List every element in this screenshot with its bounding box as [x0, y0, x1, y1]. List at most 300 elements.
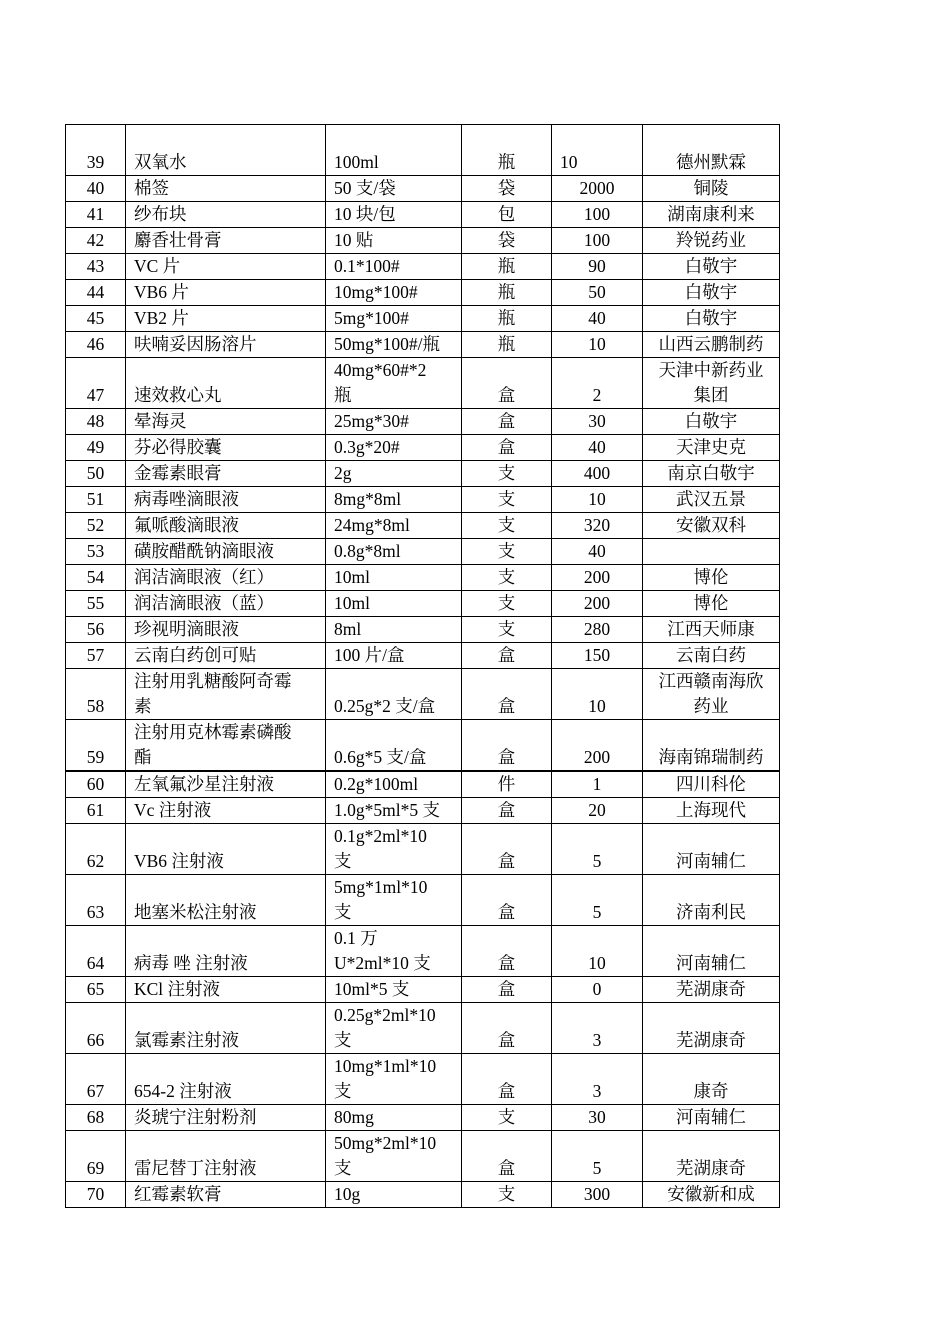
drug-spec [326, 254, 462, 280]
drug-name-line: 珍视明滴眼液 [134, 619, 239, 639]
drug-spec [326, 617, 462, 643]
row-number: 69 [66, 1131, 126, 1182]
drug-quantity: 0 [552, 977, 643, 1003]
drug-quantity: 10 [552, 926, 643, 977]
drug-manufacturer [643, 643, 780, 669]
drug-quantity: 10 [552, 669, 643, 720]
drug-unit: 盒 [462, 977, 552, 1003]
drug-manufacturer [643, 720, 780, 772]
drug-unit: 瓶 [462, 254, 552, 280]
drug-name-line: 注射用乳糖酸阿奇霉 [134, 671, 292, 691]
drug-manufacturer [643, 539, 780, 565]
drug-manufacturer [643, 435, 780, 461]
row-number: 70 [66, 1182, 126, 1208]
drug-name-line: VC 片 [134, 256, 181, 276]
table-row [66, 1003, 780, 1054]
drug-quantity: 2000 [552, 176, 643, 202]
drug-spec-line: 0.3g*20# [334, 437, 400, 457]
drug-spec-line: 10ml [334, 593, 370, 613]
drug-spec-line: 25mg*30# [334, 411, 409, 431]
drug-spec-line: 2g [334, 463, 352, 483]
drug-manufacturer [643, 824, 780, 875]
drug-spec [326, 720, 462, 772]
drug-spec [326, 565, 462, 591]
table-row [66, 513, 780, 539]
drug-manufacturer-line: 山西云鹏制药 [658, 334, 764, 354]
drug-manufacturer-line: 南京白敬宇 [667, 463, 755, 483]
drug-manufacturer-line: 天津史克 [676, 437, 746, 457]
drug-unit: 盒 [462, 824, 552, 875]
drug-unit: 支 [462, 591, 552, 617]
table-row [66, 771, 780, 798]
drug-name [126, 176, 326, 202]
table-row [66, 461, 780, 487]
drug-spec [326, 824, 462, 875]
drug-quantity: 200 [552, 591, 643, 617]
row-number: 57 [66, 643, 126, 669]
drug-spec [326, 358, 462, 409]
drug-unit: 瓶 [462, 332, 552, 358]
drug-name [126, 254, 326, 280]
drug-manufacturer [643, 332, 780, 358]
drug-unit: 件 [462, 771, 552, 798]
drug-spec [326, 228, 462, 254]
drug-quantity: 100 [552, 228, 643, 254]
drug-spec-line: 5mg*100# [334, 308, 409, 328]
drug-spec-line: 0.1 万 [334, 928, 378, 948]
row-number: 50 [66, 461, 126, 487]
drug-spec-line: 100ml [334, 152, 379, 172]
drug-manufacturer-line: 德州默霖 [676, 152, 746, 172]
row-number: 39 [66, 125, 126, 176]
drug-spec [326, 1003, 462, 1054]
row-number: 55 [66, 591, 126, 617]
drug-unit: 支 [462, 1105, 552, 1131]
drug-spec [326, 176, 462, 202]
drug-manufacturer-line: 海南锦瑞制药 [658, 747, 764, 767]
drug-manufacturer [643, 228, 780, 254]
drug-unit: 盒 [462, 358, 552, 409]
drug-name [126, 824, 326, 875]
drug-quantity: 40 [552, 539, 643, 565]
drug-quantity: 150 [552, 643, 643, 669]
drug-name-line: 芬必得胶囊 [134, 437, 222, 457]
drug-name-line: 氯霉素注射液 [134, 1030, 239, 1050]
drug-spec-line: 0.1g*2ml*10 [334, 826, 427, 846]
drug-unit: 支 [462, 461, 552, 487]
drug-unit: 盒 [462, 720, 552, 772]
drug-name-line: 病毒唑滴眼液 [134, 489, 239, 509]
drug-spec [326, 409, 462, 435]
drug-manufacturer [643, 358, 780, 409]
drug-spec-line: 10ml*5 支 [334, 979, 410, 999]
row-number: 62 [66, 824, 126, 875]
drug-name-line: 云南白药创可贴 [134, 645, 257, 665]
drug-manufacturer [643, 487, 780, 513]
drug-manufacturer-line: 江西天师康 [667, 619, 755, 639]
drug-manufacturer [643, 565, 780, 591]
drug-spec [326, 461, 462, 487]
drug-manufacturer-line: 羚锐药业 [676, 230, 746, 250]
drug-name [126, 513, 326, 539]
drug-manufacturer-line: 康奇 [693, 1081, 729, 1101]
row-number: 51 [66, 487, 126, 513]
drug-inventory-table [65, 124, 780, 1208]
row-number: 41 [66, 202, 126, 228]
drug-name-line: 酯 [134, 747, 152, 767]
drug-manufacturer [643, 1003, 780, 1054]
drug-manufacturer [643, 591, 780, 617]
row-number: 60 [66, 771, 126, 798]
table-row [66, 617, 780, 643]
drug-name-line: 双氧水 [134, 152, 187, 172]
drug-spec [326, 487, 462, 513]
row-number: 47 [66, 358, 126, 409]
table-row [66, 977, 780, 1003]
row-number: 45 [66, 306, 126, 332]
drug-manufacturer-line: 武汉五景 [676, 489, 746, 509]
drug-spec-line: 40mg*60#*2 [334, 360, 427, 380]
table-row [66, 1182, 780, 1208]
table-row [66, 1105, 780, 1131]
row-number: 66 [66, 1003, 126, 1054]
drug-manufacturer-line: 上海现代 [676, 800, 746, 820]
table-row [66, 539, 780, 565]
drug-manufacturer-line: 四川科伦 [676, 774, 746, 794]
drug-spec [326, 1131, 462, 1182]
drug-name-line: 氟哌酸滴眼液 [134, 515, 239, 535]
drug-manufacturer [643, 617, 780, 643]
drug-name [126, 1131, 326, 1182]
drug-spec-line: U*2ml*10 支 [334, 953, 431, 973]
drug-name [126, 875, 326, 926]
drug-unit: 支 [462, 617, 552, 643]
drug-name [126, 591, 326, 617]
drug-name-line: 润洁滴眼液（红） [134, 567, 274, 587]
drug-spec-line: 支 [334, 1081, 352, 1101]
drug-manufacturer-line: 白敬宇 [684, 308, 738, 328]
drug-unit: 盒 [462, 435, 552, 461]
drug-name [126, 1054, 326, 1105]
drug-unit: 包 [462, 202, 552, 228]
drug-manufacturer [643, 875, 780, 926]
drug-spec [326, 771, 462, 798]
drug-quantity: 100 [552, 202, 643, 228]
row-number: 67 [66, 1054, 126, 1105]
drug-spec [326, 202, 462, 228]
drug-spec [326, 1054, 462, 1105]
drug-name [126, 228, 326, 254]
table-row [66, 125, 780, 176]
drug-manufacturer [643, 798, 780, 824]
table-row [66, 306, 780, 332]
drug-manufacturer-line: 白敬宇 [684, 282, 738, 302]
drug-unit: 瓶 [462, 306, 552, 332]
drug-quantity: 10 [552, 332, 643, 358]
drug-spec-line: 0.1*100# [334, 256, 400, 276]
drug-name [126, 1003, 326, 1054]
drug-manufacturer [643, 280, 780, 306]
drug-name-line: 雷尼替丁注射液 [134, 1158, 257, 1178]
drug-spec [326, 539, 462, 565]
table-row [66, 720, 780, 772]
drug-quantity: 10 [552, 125, 643, 176]
table-row [66, 435, 780, 461]
drug-name [126, 125, 326, 176]
drug-unit: 袋 [462, 228, 552, 254]
drug-name-line: 速效救心丸 [134, 385, 222, 405]
row-number: 68 [66, 1105, 126, 1131]
drug-name [126, 720, 326, 772]
drug-name-line: KCl 注射液 [134, 979, 221, 999]
drug-manufacturer [643, 1131, 780, 1182]
drug-quantity: 50 [552, 280, 643, 306]
drug-manufacturer [643, 254, 780, 280]
drug-quantity: 40 [552, 306, 643, 332]
drug-manufacturer-line: 芜湖康奇 [676, 979, 746, 999]
drug-manufacturer-line: 天津中新药业 [658, 360, 764, 380]
drug-quantity: 280 [552, 617, 643, 643]
drug-name [126, 202, 326, 228]
drug-unit: 支 [462, 487, 552, 513]
row-number: 49 [66, 435, 126, 461]
drug-spec-line: 100 片/盒 [334, 645, 405, 665]
drug-name-line: 病毒 唑 注射液 [134, 953, 248, 973]
drug-quantity: 5 [552, 875, 643, 926]
row-number: 40 [66, 176, 126, 202]
drug-name [126, 1182, 326, 1208]
drug-manufacturer-line: 药业 [693, 696, 729, 716]
drug-unit: 盒 [462, 798, 552, 824]
drug-quantity: 30 [552, 409, 643, 435]
drug-unit: 支 [462, 513, 552, 539]
drug-spec [326, 977, 462, 1003]
drug-manufacturer [643, 1054, 780, 1105]
drug-name-line: VB2 片 [134, 308, 189, 328]
drug-spec-line: 10mg*1ml*10 [334, 1056, 437, 1076]
table-row [66, 875, 780, 926]
drug-spec [326, 643, 462, 669]
drug-spec-line: 10 贴 [334, 230, 374, 250]
drug-quantity: 5 [552, 1131, 643, 1182]
drug-name-line: 晕海灵 [134, 411, 187, 431]
drug-name-line: 麝香壮骨膏 [134, 230, 222, 250]
drug-name-line: 654-2 注射液 [134, 1081, 232, 1101]
drug-spec-line: 支 [334, 902, 352, 922]
row-number: 56 [66, 617, 126, 643]
drug-name-line: 呋喃妥因肠溶片 [134, 334, 257, 354]
drug-name-line: VB6 片 [134, 282, 189, 302]
table-row [66, 669, 780, 720]
table-row [66, 280, 780, 306]
drug-name-line: 素 [134, 696, 152, 716]
drug-unit: 袋 [462, 176, 552, 202]
drug-spec-line: 支 [334, 1158, 352, 1178]
drug-spec-line: 支 [334, 851, 352, 871]
drug-spec [326, 306, 462, 332]
drug-spec [326, 513, 462, 539]
drug-manufacturer [643, 977, 780, 1003]
drug-manufacturer-line: 博伦 [693, 593, 729, 613]
drug-unit: 盒 [462, 643, 552, 669]
drug-name-line: 地塞米松注射液 [134, 902, 257, 922]
drug-name [126, 461, 326, 487]
drug-name [126, 617, 326, 643]
drug-unit: 支 [462, 539, 552, 565]
row-number: 48 [66, 409, 126, 435]
drug-manufacturer [643, 1105, 780, 1131]
drug-quantity: 5 [552, 824, 643, 875]
drug-name [126, 1105, 326, 1131]
drug-quantity: 3 [552, 1054, 643, 1105]
drug-spec-line: 10ml [334, 567, 370, 587]
drug-name-line: 红霉素软膏 [134, 1184, 222, 1204]
row-number: 65 [66, 977, 126, 1003]
drug-name-line: 注射用克林霉素磷酸 [134, 722, 292, 742]
drug-spec-line: 瓶 [334, 385, 352, 405]
drug-quantity: 300 [552, 1182, 643, 1208]
drug-spec-line: 8ml [334, 619, 362, 639]
drug-manufacturer-line: 河南辅仁 [676, 851, 746, 871]
table-row [66, 926, 780, 977]
drug-spec-line: 50 支/袋 [334, 178, 396, 198]
table-row [66, 202, 780, 228]
drug-unit: 瓶 [462, 125, 552, 176]
row-number: 43 [66, 254, 126, 280]
drug-quantity: 20 [552, 798, 643, 824]
table-row [66, 591, 780, 617]
drug-name [126, 332, 326, 358]
row-number: 44 [66, 280, 126, 306]
drug-spec-line: 支 [334, 1030, 352, 1050]
drug-name-line: 炎琥宁注射粉剂 [134, 1107, 257, 1127]
drug-spec-line: 10mg*100# [334, 282, 418, 302]
drug-spec [326, 435, 462, 461]
drug-name-line: 润洁滴眼液（蓝） [134, 593, 274, 613]
drug-manufacturer [643, 771, 780, 798]
drug-quantity: 90 [552, 254, 643, 280]
drug-spec-line: 80mg [334, 1107, 374, 1127]
row-number: 61 [66, 798, 126, 824]
table-row [66, 409, 780, 435]
drug-quantity: 1 [552, 771, 643, 798]
drug-quantity: 30 [552, 1105, 643, 1131]
row-number: 52 [66, 513, 126, 539]
drug-name-line: 金霉素眼膏 [134, 463, 222, 483]
row-number: 59 [66, 720, 126, 772]
drug-name [126, 409, 326, 435]
table-row [66, 1131, 780, 1182]
drug-name-line: VB6 注射液 [134, 851, 224, 871]
drug-name [126, 798, 326, 824]
drug-quantity: 320 [552, 513, 643, 539]
drug-manufacturer [643, 409, 780, 435]
drug-name-line: 磺胺醋酰钠滴眼液 [134, 541, 274, 561]
drug-manufacturer-line: 安徽双科 [676, 515, 746, 535]
row-number: 54 [66, 565, 126, 591]
drug-spec-line: 0.25g*2ml*10 [334, 1005, 436, 1025]
drug-manufacturer [643, 513, 780, 539]
table-row [66, 176, 780, 202]
drug-spec [326, 280, 462, 306]
drug-name [126, 977, 326, 1003]
drug-manufacturer-line: 湖南康利来 [667, 204, 755, 224]
drug-spec [326, 875, 462, 926]
drug-manufacturer-line: 江西赣南海欣 [658, 671, 764, 691]
drug-name [126, 358, 326, 409]
table-row [66, 1054, 780, 1105]
drug-name-line: 左氧氟沙星注射液 [134, 774, 274, 794]
drug-name [126, 539, 326, 565]
drug-unit: 盒 [462, 1054, 552, 1105]
drug-spec [326, 1105, 462, 1131]
drug-unit: 盒 [462, 875, 552, 926]
drug-spec-line: 1.0g*5ml*5 支 [334, 800, 440, 820]
drug-manufacturer-line: 云南白药 [676, 645, 746, 665]
drug-spec [326, 926, 462, 977]
drug-spec-line: 0.8g*8ml [334, 541, 401, 561]
table-body [66, 125, 780, 1208]
drug-name-line: 棉签 [134, 178, 169, 198]
drug-unit: 盒 [462, 1003, 552, 1054]
drug-manufacturer-line: 河南辅仁 [676, 1107, 746, 1127]
drug-spec-line: 24mg*8ml [334, 515, 410, 535]
table-row [66, 565, 780, 591]
drug-unit: 瓶 [462, 280, 552, 306]
drug-manufacturer-line: 白敬宇 [684, 256, 738, 276]
drug-name [126, 669, 326, 720]
drug-name [126, 771, 326, 798]
drug-spec-line: 50mg*100#/瓶 [334, 334, 440, 354]
drug-quantity: 400 [552, 461, 643, 487]
drug-quantity: 200 [552, 565, 643, 591]
drug-spec-line: 10g [334, 1184, 361, 1204]
drug-manufacturer-line: 芜湖康奇 [676, 1158, 746, 1178]
drug-manufacturer [643, 461, 780, 487]
drug-manufacturer-line: 济南利民 [676, 902, 746, 922]
drug-unit: 盒 [462, 409, 552, 435]
drug-manufacturer-line: 安徽新和成 [667, 1184, 755, 1204]
drug-quantity: 40 [552, 435, 643, 461]
row-number: 46 [66, 332, 126, 358]
drug-name [126, 280, 326, 306]
drug-spec [326, 125, 462, 176]
drug-spec-line: 0.6g*5 支/盒 [334, 747, 427, 767]
drug-spec-line: 5mg*1ml*10 [334, 877, 428, 897]
drug-spec [326, 1182, 462, 1208]
drug-quantity: 2 [552, 358, 643, 409]
drug-manufacturer-line: 芜湖康奇 [676, 1030, 746, 1050]
drug-manufacturer [643, 125, 780, 176]
table-row [66, 254, 780, 280]
drug-unit: 盒 [462, 926, 552, 977]
drug-manufacturer-line: 河南辅仁 [676, 953, 746, 973]
drug-quantity: 3 [552, 1003, 643, 1054]
row-number: 53 [66, 539, 126, 565]
drug-manufacturer-line: 铜陵 [693, 178, 729, 198]
drug-unit: 盒 [462, 1131, 552, 1182]
drug-name-line: Vc 注射液 [134, 800, 212, 820]
drug-name [126, 306, 326, 332]
table-row [66, 487, 780, 513]
drug-manufacturer-line: 白敬宇 [684, 411, 738, 431]
drug-spec-line: 0.2g*100ml [334, 774, 419, 794]
drug-spec-line: 50mg*2ml*10 [334, 1133, 437, 1153]
row-number: 58 [66, 669, 126, 720]
drug-manufacturer [643, 202, 780, 228]
drug-manufacturer [643, 669, 780, 720]
table-row [66, 824, 780, 875]
